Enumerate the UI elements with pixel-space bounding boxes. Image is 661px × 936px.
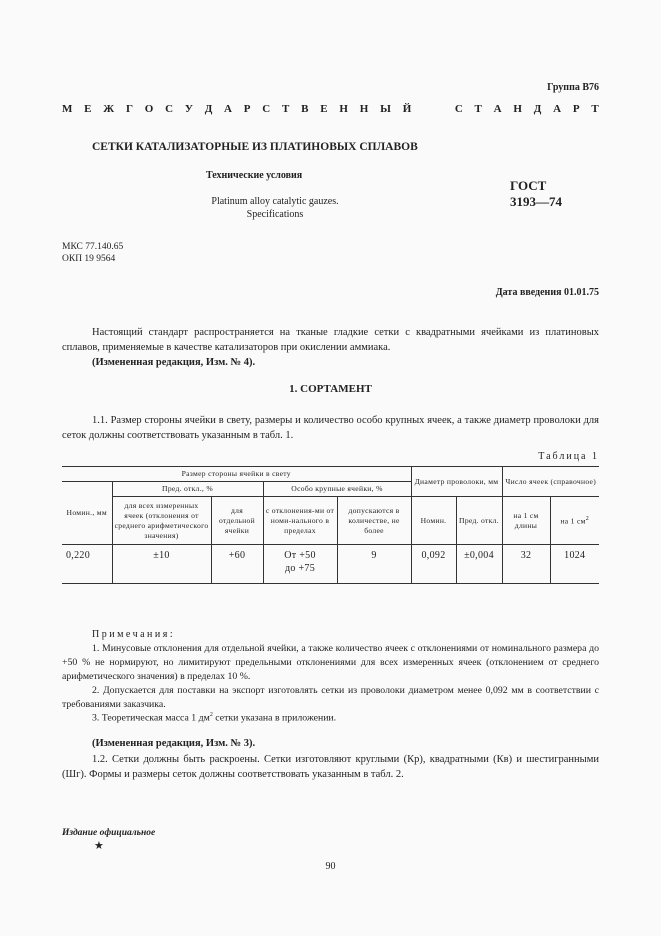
banner-letter: С [165,103,174,115]
standard-banner [62,103,599,115]
banner-letter: Е [84,103,92,115]
english-title [204,195,346,221]
th-large-cells: Особо крупные ячейки, % [263,482,411,497]
okp-code: ОКП 19 9564 [62,254,116,264]
classification-codes [62,241,123,265]
english-title-line2: Specifications [246,209,304,220]
banner-letter: М [62,103,73,115]
cell-single-cell: +60 [211,545,263,584]
banner-letter: С [454,103,463,115]
cell-range-from: От +50 [284,550,316,561]
banner-letter: Н [359,103,369,115]
note-3-text-end: сетки указана в приложении. [212,712,337,724]
th-single-cell: для отдельной ячейки [211,497,263,545]
cell-per-cm: 32 [502,545,550,584]
note-1: 1. Минусовые отклонения для отдельной ячейки, а также количество ячеек с отклонениями от номинального размера до +50 % не нормируют, но лимитируют предельными отклонениями для всех измеренных ячеек (отклонением от среднего арифметического значения) в пределах 10 %. [62,643,599,682]
page-number: 90 [325,861,336,872]
th-with-deviation: с отклонения-ми от номи-нального в пределах [263,497,337,545]
effective-date-label: Дата введения [495,287,562,298]
star-icon: ★ [94,840,104,852]
group-code: Группа В76 [547,82,599,93]
banner-letter: А [493,103,502,115]
document-subtitle: Технические условия [206,170,303,181]
table-caption: Таблица 1 [538,451,599,462]
note-3-sup: 2 [209,712,213,718]
gost-number [510,178,562,210]
cell-diameter-nominal: 0,092 [411,545,456,584]
banner-letter: Й [402,103,412,115]
banner-letter: Е [320,103,328,115]
cell-range [263,545,337,584]
banner-letter: А [553,103,562,115]
document-title: СЕТКИ КАТАЛИЗАТОРНЫЕ ИЗ ПЛАТИНОВЫХ СПЛАВОВ [92,141,418,153]
note-3 [62,708,599,725]
th-per-cm: на 1 см длины [502,497,550,545]
banner-letter: Р [572,103,580,115]
notes-heading: Примечания: [92,629,176,640]
banner-gap [423,103,443,115]
banner-letter: Н [339,103,348,115]
table-1 [62,466,599,584]
th-diameter-nominal: Номин. [411,497,456,545]
gost-label: ГОСТ [510,178,547,193]
banner-letter: Д [204,103,213,115]
th-per-cm2-text: на 1 см [560,516,586,526]
banner-letter: Т [282,103,290,115]
effective-date-value: 01.01.75 [564,287,599,298]
th-allowed-count: допускаются в количестве, не более [337,497,411,545]
cell-allowed: 9 [337,545,411,584]
clause-edition-note: (Измененная редакция, Изм. № 3). [92,738,256,749]
clause-1-1: 1.1. Размер стороны ячейки в свету, размеры и количество особо крупных ячеек, а также диаметр проволоки для сеток должны соответствовать указанным в табл. 1. [62,415,599,441]
banner-letter: Т [474,103,482,115]
intro-edition-note: (Измененная редакция, Изм. № 4). [92,357,256,368]
cell-nominal: 0,220 [62,545,112,584]
banner-letter: С [262,103,271,115]
banner-letter: Т [591,103,599,115]
th-diameter-deviation: Пред. откл. [456,497,502,545]
note-2: 2. Допускается для поставки на экспорт изготовлять сетки из проволоки диаметром менее 0,092 мм в соответствии с требованиями заказчика. [62,685,599,710]
th-mesh-size: Размер стороны ячейки в свету [62,467,411,482]
gost-code: 3193—74 [510,194,562,209]
banner-letter: О [144,103,154,115]
th-wire-diameter: Диаметр проволоки, мм [411,467,502,497]
banner-letter: У [184,103,193,115]
english-title-line1: Platinum alloy catalytic gauzes. [211,196,339,207]
th-all-cells: для всех измеренных ячеек (отклонения от среднего арифметического значения) [112,497,211,545]
th-per-cm2-sup: 2 [585,516,590,523]
banner-letter: Р [243,103,251,115]
th-limit-deviation: Пред. откл., % [112,482,263,497]
mks-code: МКС 77.140.65 [62,242,124,252]
table-row [62,545,599,584]
banner-letter: В [301,103,309,115]
cell-all-cells: ±10 [112,545,211,584]
banner-letter: Г [125,103,133,115]
intro-paragraph: Настоящий стандарт распространяется на тканые гладкие сетки с квадратными ячейками из платиновых сплавов, применяемые в качестве катализаторов при окислении аммиака. [62,327,599,353]
cell-diameter-deviation: ±0,004 [456,545,502,584]
banner-letter: Ы [380,103,391,115]
effective-date [496,287,599,298]
cell-range-to: до +75 [284,563,316,574]
th-per-cm2 [550,497,599,545]
banner-letter: Д [533,103,542,115]
banner-letter: Н [513,103,522,115]
th-mesh-count: Число ячеек (справочное) [502,467,599,497]
banner-letter: Ж [103,103,115,115]
official-edition: Издание официальное [62,828,156,838]
clause-1-2: 1.2. Сетки должны быть раскроены. Сетки изготовляют круглыми (Кр), квадратными (Кв) и шестигранными (Шг). Формы и размеры сеток должны соответствовать указанным в табл. 2. [62,754,599,780]
th-nominal: Номин., мм [62,482,112,545]
section-heading: 1. СОРТАМЕНТ [289,383,372,395]
cell-per-cm2: 1024 [550,545,599,584]
note-3-text: 3. Теоретическая масса 1 дм [92,712,210,724]
banner-letter: А [224,103,232,115]
